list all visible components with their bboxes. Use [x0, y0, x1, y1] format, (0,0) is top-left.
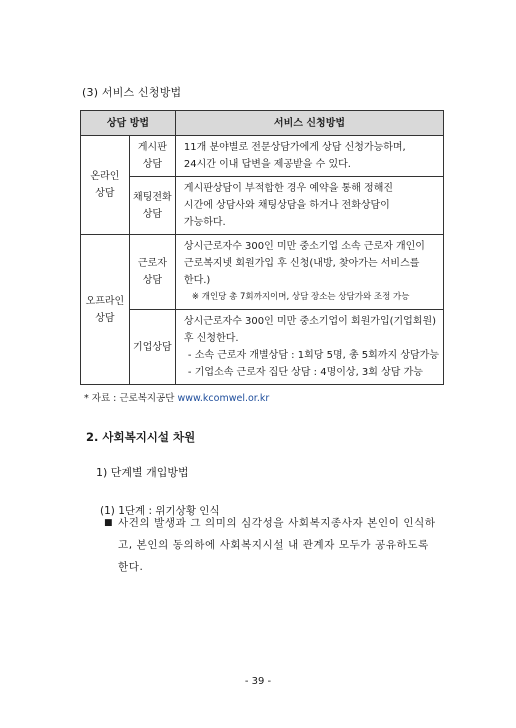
description-line: 11개 분야별로 전문상담가에게 상담 신청가능하며, [183, 142, 406, 153]
description-line: 게시판상담이 부적합한 경우 예약을 통해 정해진 [183, 183, 394, 194]
subcategory-board [129, 136, 175, 177]
description-board [175, 136, 443, 177]
subcategory-company [129, 310, 175, 385]
subcategory-chat [129, 177, 175, 235]
description-line: 한다.) [183, 275, 211, 286]
description-line: 시간에 상담사와 채팅상담을 하거나 전화상담이 [183, 200, 390, 211]
category-label-line: 상담 [95, 188, 115, 199]
description-bullet: - 소속 근로자 개별상담 : 1회당 5명, 총 5회까지 상담가능 [187, 350, 439, 361]
subcategory-label-line: 게시판 [137, 142, 167, 153]
paragraph-line: 한다. [118, 561, 144, 573]
paragraph-line: 사건의 발생과 그 의미의 심각성을 사회복지종사자 본인이 인식하 [118, 517, 436, 529]
square-bullet-icon: ■ [104, 518, 113, 528]
category-online [81, 136, 130, 235]
description-worker [175, 235, 443, 310]
subcategory-label-line: 근로자 [137, 258, 167, 269]
description-line: 가능하다. [183, 217, 226, 228]
subcategory-label-line: 채팅전화 [133, 191, 172, 203]
subcategory-label-line: 상담 [142, 275, 163, 286]
subcategory-label-line: 기업상담 [133, 341, 172, 353]
subsection-heading: 1) 단계별 개입방법 [96, 466, 189, 479]
description-line: 후 신청한다. [183, 333, 239, 344]
header-method: 상담 방법 [81, 111, 176, 136]
table-header-row [81, 111, 444, 136]
description-bullet: - 기업소속 근로자 집단 상담 : 4명이상, 3회 상담 가능 [187, 367, 423, 378]
body-paragraph [100, 512, 456, 578]
description-note: ※ 개인당 총 7회까지이며, 상담 장소는 상담가와 조정 가능 [191, 292, 410, 302]
source-prefix: * 자료 : 근로복지공단 [84, 393, 175, 404]
source-note [84, 390, 269, 404]
category-label-line: 상담 [95, 312, 115, 324]
page-number: - 39 - [244, 676, 272, 687]
header-application: 서비스 신청방법 [175, 111, 443, 136]
service-table [80, 110, 444, 385]
table-row [81, 177, 444, 235]
category-label-line: 오프라인 [85, 295, 125, 307]
description-line: 상시근로자수 300인 미만 중소기업이 회원가입(기업회원) [183, 316, 437, 327]
description-line: 근로복지넷 회원가입 후 신청(내방, 찾아가는 서비스를 [183, 258, 420, 269]
table-row [81, 136, 444, 177]
category-label-line: 온라인 [90, 171, 120, 182]
section-heading-3: (3) 서비스 신청방법 [82, 86, 182, 99]
table-row [81, 310, 444, 385]
description-line: 24시간 이내 답변을 제공받을 수 있다. [183, 159, 351, 170]
source-url-link[interactable]: www.kcomwel.or.kr [177, 393, 270, 404]
subcategory-label-line: 상담 [142, 159, 163, 170]
subcategory-label-line: 상담 [142, 208, 163, 220]
category-offline [81, 235, 130, 385]
description-company [175, 310, 443, 385]
subcategory-worker [129, 235, 175, 310]
section-heading-2: 2. 사회복지시설 차원 [86, 430, 196, 444]
description-line: 상시근로자수 300인 미만 중소기업 소속 근로자 개인이 [183, 241, 425, 252]
table-row [81, 235, 444, 310]
step-heading: (1) 1단계 : 위기상황 인식 [100, 505, 220, 517]
description-chat [175, 177, 443, 235]
paragraph-line: 고, 본인의 동의하에 사회복지시설 내 관계자 모두가 공유하도록 [118, 539, 429, 551]
